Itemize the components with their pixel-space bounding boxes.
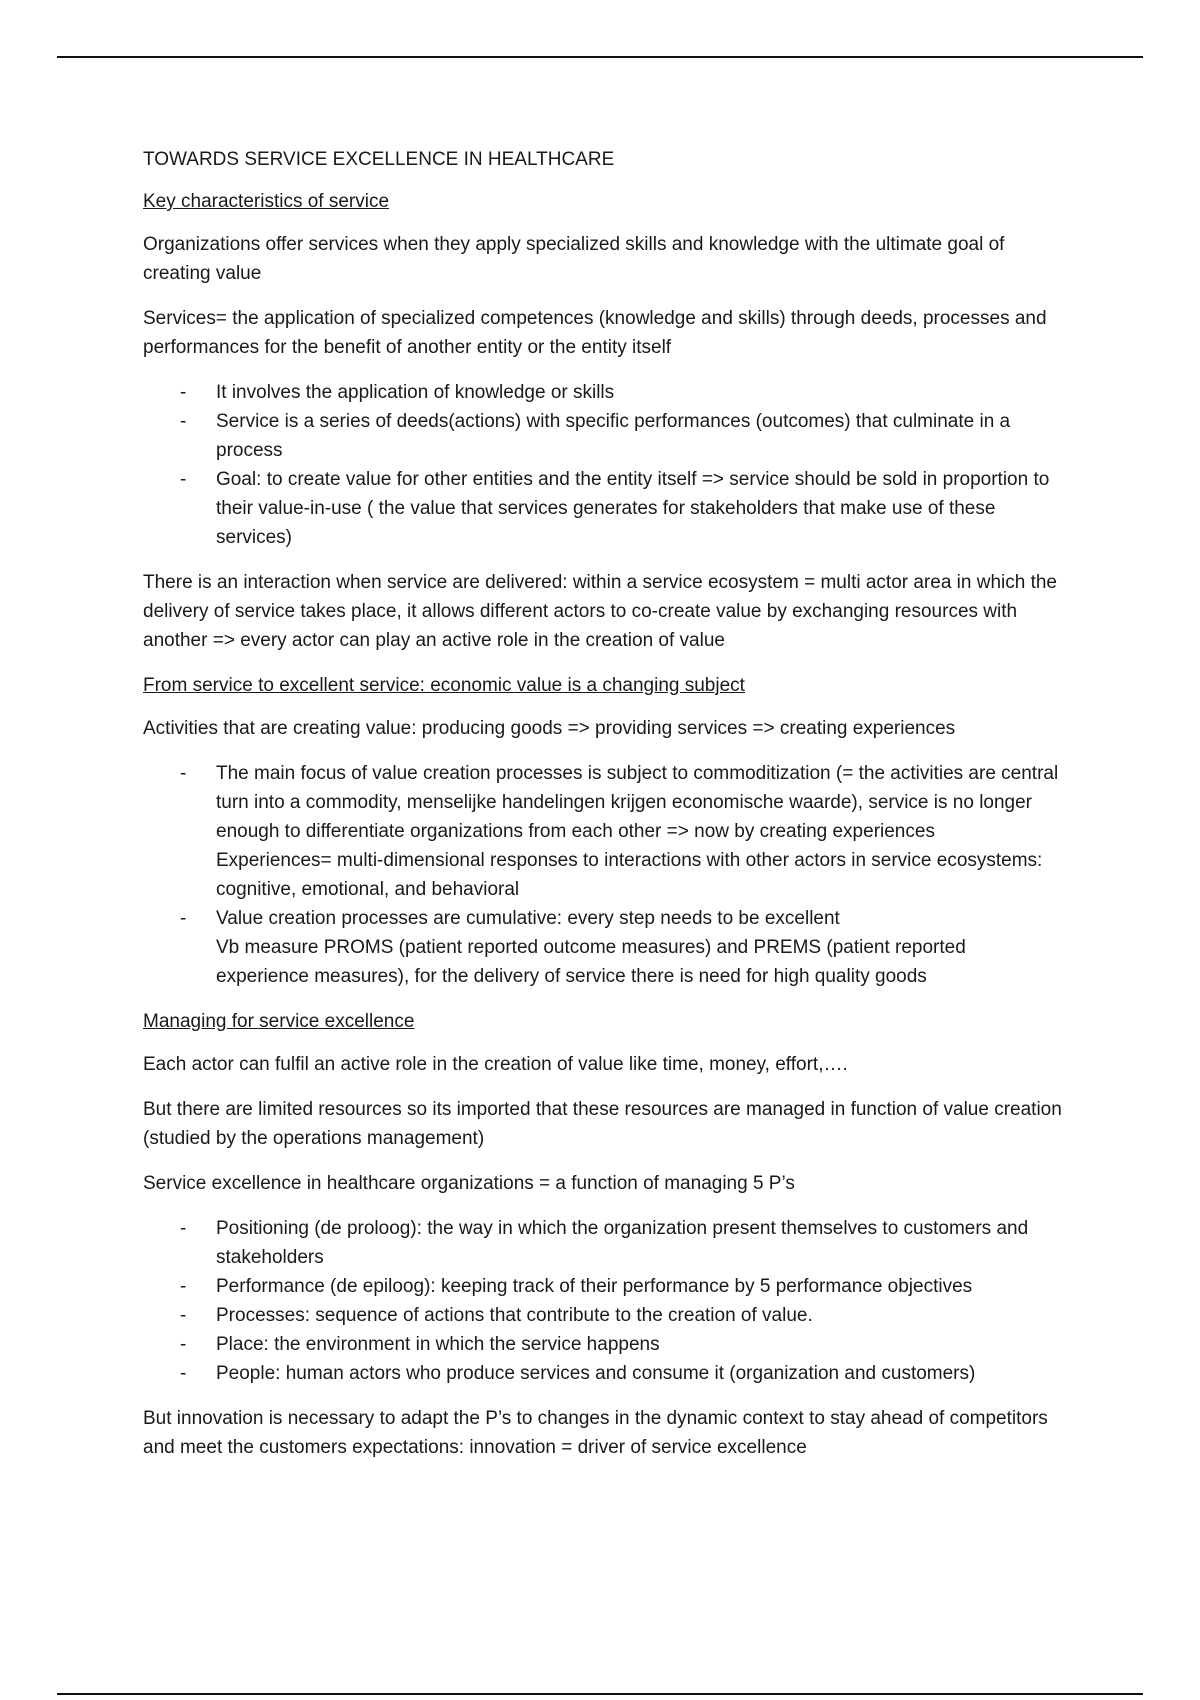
paragraph: Services= the application of specialized competences (knowledge and skills) through deeds, processes and performances for the benefit of another entity or the entity itself bbox=[143, 308, 1047, 358]
paragraph: Service excellence in healthcare organizations = a function of managing 5 P’s bbox=[143, 1173, 795, 1194]
list-item bbox=[143, 465, 1063, 552]
list-item-text: People: human actors who produce services and consume it (organization and customers) bbox=[216, 1363, 976, 1384]
paragraph: There is an interaction when service are delivered: within a service ecosystem = multi actor area in which the delivery of service takes place, it allows different actors to co-create value by exchanging resources with another => every actor can play an active role in the creation of value bbox=[143, 572, 1058, 651]
section-heading-economic-value: From service to excellent service: economic value is a changing subject bbox=[143, 675, 745, 696]
paragraph: Organizations offer services when they apply specialized skills and knowledge with the ultimate goal of creating value bbox=[143, 234, 1005, 284]
list-item-subtext: Vb measure PROMS (patient reported outcome measures) and PREMS (patient reported experience measures), for the delivery of service there is need for high quality goods bbox=[216, 937, 966, 987]
footer-rule bbox=[57, 1693, 1143, 1695]
list-item bbox=[143, 759, 1063, 904]
document-title: TOWARDS SERVICE EXCELLENCE IN HEALTHCARE bbox=[143, 149, 615, 170]
list-item-subtext: Experiences= multi-dimensional responses to interactions with other actors in service ecosystems: cognitive, emotional, and behavioral bbox=[216, 850, 1043, 900]
list-item-text: Processes: sequence of actions that contribute to the creation of value. bbox=[216, 1305, 813, 1326]
bullet-list bbox=[143, 759, 1063, 991]
list-item-text: Service is a series of deeds(actions) with specific performances (outcomes) that culminate in a process bbox=[216, 411, 1011, 461]
bullet-marker: - bbox=[180, 1276, 187, 1297]
document-body bbox=[143, 145, 1063, 1478]
section-heading-key-characteristics: Key characteristics of service bbox=[143, 191, 390, 212]
bullet-marker: - bbox=[180, 763, 187, 784]
bullet-marker: - bbox=[180, 1305, 187, 1326]
paragraph: But there are limited resources so its imported that these resources are managed in function of value creation (studied by the operations management) bbox=[143, 1099, 1062, 1149]
paragraph: But innovation is necessary to adapt the P’s to changes in the dynamic context to stay ahead of competitors and meet the customers expectations: innovation = driver of service excellence bbox=[143, 1408, 1048, 1458]
section-heading-managing: Managing for service excellence bbox=[143, 1011, 415, 1032]
list-item-text: Performance (de epiloog): keeping track of their performance by 5 performance objectives bbox=[216, 1276, 973, 1297]
list-item bbox=[143, 1330, 1063, 1359]
bullet-marker: - bbox=[180, 1334, 187, 1355]
paragraph: Each actor can fulfil an active role in the creation of value like time, money, effort,…. bbox=[143, 1054, 848, 1075]
bullet-list bbox=[143, 1214, 1063, 1388]
list-item-text: Place: the environment in which the service happens bbox=[216, 1334, 660, 1355]
list-item-text: It involves the application of knowledge or skills bbox=[216, 382, 615, 403]
header-rule bbox=[57, 56, 1143, 58]
bullet-marker: - bbox=[180, 1218, 187, 1239]
bullet-marker: - bbox=[180, 1363, 187, 1384]
bullet-marker: - bbox=[180, 469, 187, 490]
paragraph: Activities that are creating value: producing goods => providing services => creating experiences bbox=[143, 718, 956, 739]
list-item bbox=[143, 1301, 1063, 1330]
bullet-list bbox=[143, 378, 1063, 552]
list-item-text: Positioning (de proloog): the way in which the organization present themselves to customers and stakeholders bbox=[216, 1218, 1029, 1268]
list-item bbox=[143, 407, 1063, 465]
list-item bbox=[143, 1272, 1063, 1301]
bullet-marker: - bbox=[180, 908, 187, 929]
list-item-text: The main focus of value creation processes is subject to commoditization (= the activities are central turn into a commodity, menselijke handelingen krijgen economische waarde), service is no longer enough to differentiate organizations from each other => now by creating experiences bbox=[216, 763, 1059, 842]
list-item bbox=[143, 378, 1063, 407]
bullet-marker: - bbox=[180, 382, 187, 403]
list-item-text: Value creation processes are cumulative: every step needs to be excellent bbox=[216, 908, 840, 929]
bullet-marker: - bbox=[180, 411, 187, 432]
list-item-text: Goal: to create value for other entities and the entity itself => service should be sold in proportion to their value-in-use ( the value that services generates for stakeholders that make use of these services) bbox=[216, 469, 1050, 548]
list-item bbox=[143, 1214, 1063, 1272]
list-item bbox=[143, 1359, 1063, 1388]
list-item bbox=[143, 904, 1063, 991]
